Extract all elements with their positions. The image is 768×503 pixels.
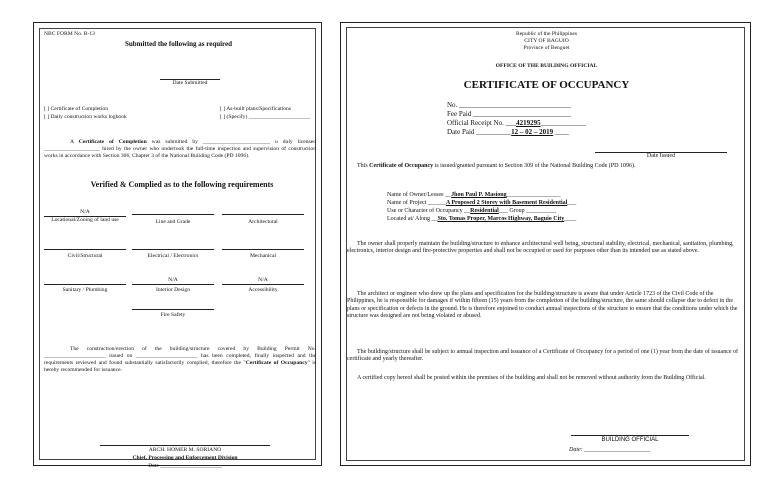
check-construction-logbook[interactable]: [ ] Daily construction works logbook: [44, 114, 127, 120]
header-city: CITY OF BAGUIO: [524, 38, 569, 44]
certificate-title: CERTIFICATE OF OCCUPANCY: [463, 79, 630, 91]
recommendation-paragraph: The construction/erection of the building/structure covered by Building Permit No. ______________________ issued on ______________________ has been completed, finally inspected and the requirements reviewed and found substantially satisfactorily complied, therefore the "Certificate of Occupancy" is hereby recommended for issuance.: [44, 346, 316, 373]
date-issued-label: Date Issued: [646, 153, 676, 159]
fee-paid-field[interactable]: Fee Paid ____________________________: [447, 110, 572, 118]
cert-no-field[interactable]: No. ________________________________: [447, 101, 572, 109]
req-architectural-label: Architectural: [248, 219, 278, 225]
req-electrical-label: Electrical / Electronics: [147, 253, 199, 259]
verified-title: Verified & Complied as to the following requirements: [90, 180, 274, 189]
certificate-of-occupancy-page: [340, 22, 751, 466]
req-accessibility-label: Accessibility: [248, 287, 278, 293]
req-interior-label: Interior Design: [155, 287, 191, 293]
header-republic: Republic of the Philippines: [515, 31, 578, 37]
building-official-label: BUILDING OFFICIAL: [601, 437, 659, 443]
header-province: Province of Benguet: [523, 45, 570, 51]
official-date-field[interactable]: Date: ______________________: [569, 447, 651, 453]
req-locational-value: N/A: [80, 209, 90, 215]
form-b13-page: [33, 22, 322, 469]
certified-copy-paragraph: A certified copy hereof shall be posted within the premises of the building and shall not be removed without authority from the Building Official.: [357, 375, 706, 381]
office-name: OFFICE OF THE BUILDING OFFICIAL: [495, 63, 598, 69]
project-field: Name of Project ______A Proposed 2 Storey with Basement Residential___: [387, 200, 577, 206]
req-fire-safety-label: Fire Safety: [160, 312, 186, 318]
req-mechanical-label: Mechanical: [249, 253, 277, 259]
check-specify[interactable]: [ ] (Specify) ______________________: [220, 114, 311, 120]
req-civil-label: Civil/Structural: [67, 253, 103, 259]
owner-maintenance-paragraph: The owner shall properly maintain the building/structure to enhance architectural well being, structural stability, electrical, mechanical, sanitation, plumbing, electronics, interior design and fire-protective properties and shall not be occupied or used for purposes other than its intended use as stated above.: [347, 241, 734, 255]
signatory-name: ARCH. HOMER M. SORIANO: [148, 447, 222, 453]
req-sanitary-label: Sanitary / Plumbing: [62, 287, 108, 293]
intro-paragraph: This Certificate of Occupancy is issued/granted pursuant to Section 309 of the National Building Code (PD 1096).: [357, 163, 636, 169]
occupancy-use-field: Use or Character of Occupancy __Residential___ Group __________: [387, 208, 557, 214]
req-interior-value: N/A: [168, 277, 178, 283]
req-locational-label: Locational/Zoning of land use: [51, 217, 119, 223]
signatory-date: Date ______________________: [148, 463, 222, 469]
submitted-title: Submitted the following as required: [124, 40, 233, 48]
form-number: NBC FORM No. B-13: [44, 31, 95, 37]
check-certificate-of-completion[interactable]: [ ] Certificate of Completion: [44, 106, 108, 112]
date-submitted-label: Date Submitted: [172, 80, 208, 86]
req-line-grade-label: Line and Grade: [155, 219, 191, 225]
completion-paragraph: A Certificate of Completion was submitted by ________________________ u duly licensed ____________________ hired by the owner who undertook the full-time inspection and supervision of construction works in accordance with Section 306, Chapter 3 of the National Building Code (PD 1096).: [44, 139, 316, 159]
form-b13-inner-border: [39, 28, 316, 460]
owner-field: Name of Owner/Lessee __Jhon Paul P. Masiong__________________: [387, 192, 561, 198]
signatory-title: Chief, Processing and Enforcement Division: [132, 455, 238, 461]
date-paid-field[interactable]: Date Paid __________12 – 02 – 2019 ____: [447, 128, 569, 136]
check-as-built-plans[interactable]: [ ] As-built plans/Specifications: [220, 106, 291, 112]
official-receipt-field[interactable]: Official Receipt No. ___4219295_____________: [447, 119, 587, 127]
location-field: Located at/ Along __Sto. Tomas Proper, Marcos Highway, Baguio City____: [387, 216, 577, 222]
req-accessibility-value: N/A: [258, 277, 268, 283]
architect-liability-paragraph: The architect or engineer who drew up the plans and specification for the building/structure is aware that under Article 1723 of the Civil Code of the Philippines, he is responsible for damages if within fifteen (15) years from the completion of the building/structure, the same should collapse due to defect in the plans or specification or defects in the ground. He is therefore enjoined to conduct annual inspections of the structure to ensure that the conditions under which the structure was designed are not being violated or abused.: [347, 291, 738, 320]
annual-inspection-paragraph: The building/structure shall be subject to annual inspection and issuance of a Certificate of Occupancy for a period of one (1) year from the date of issuance of certificate and yearly thereafter.: [347, 349, 739, 363]
